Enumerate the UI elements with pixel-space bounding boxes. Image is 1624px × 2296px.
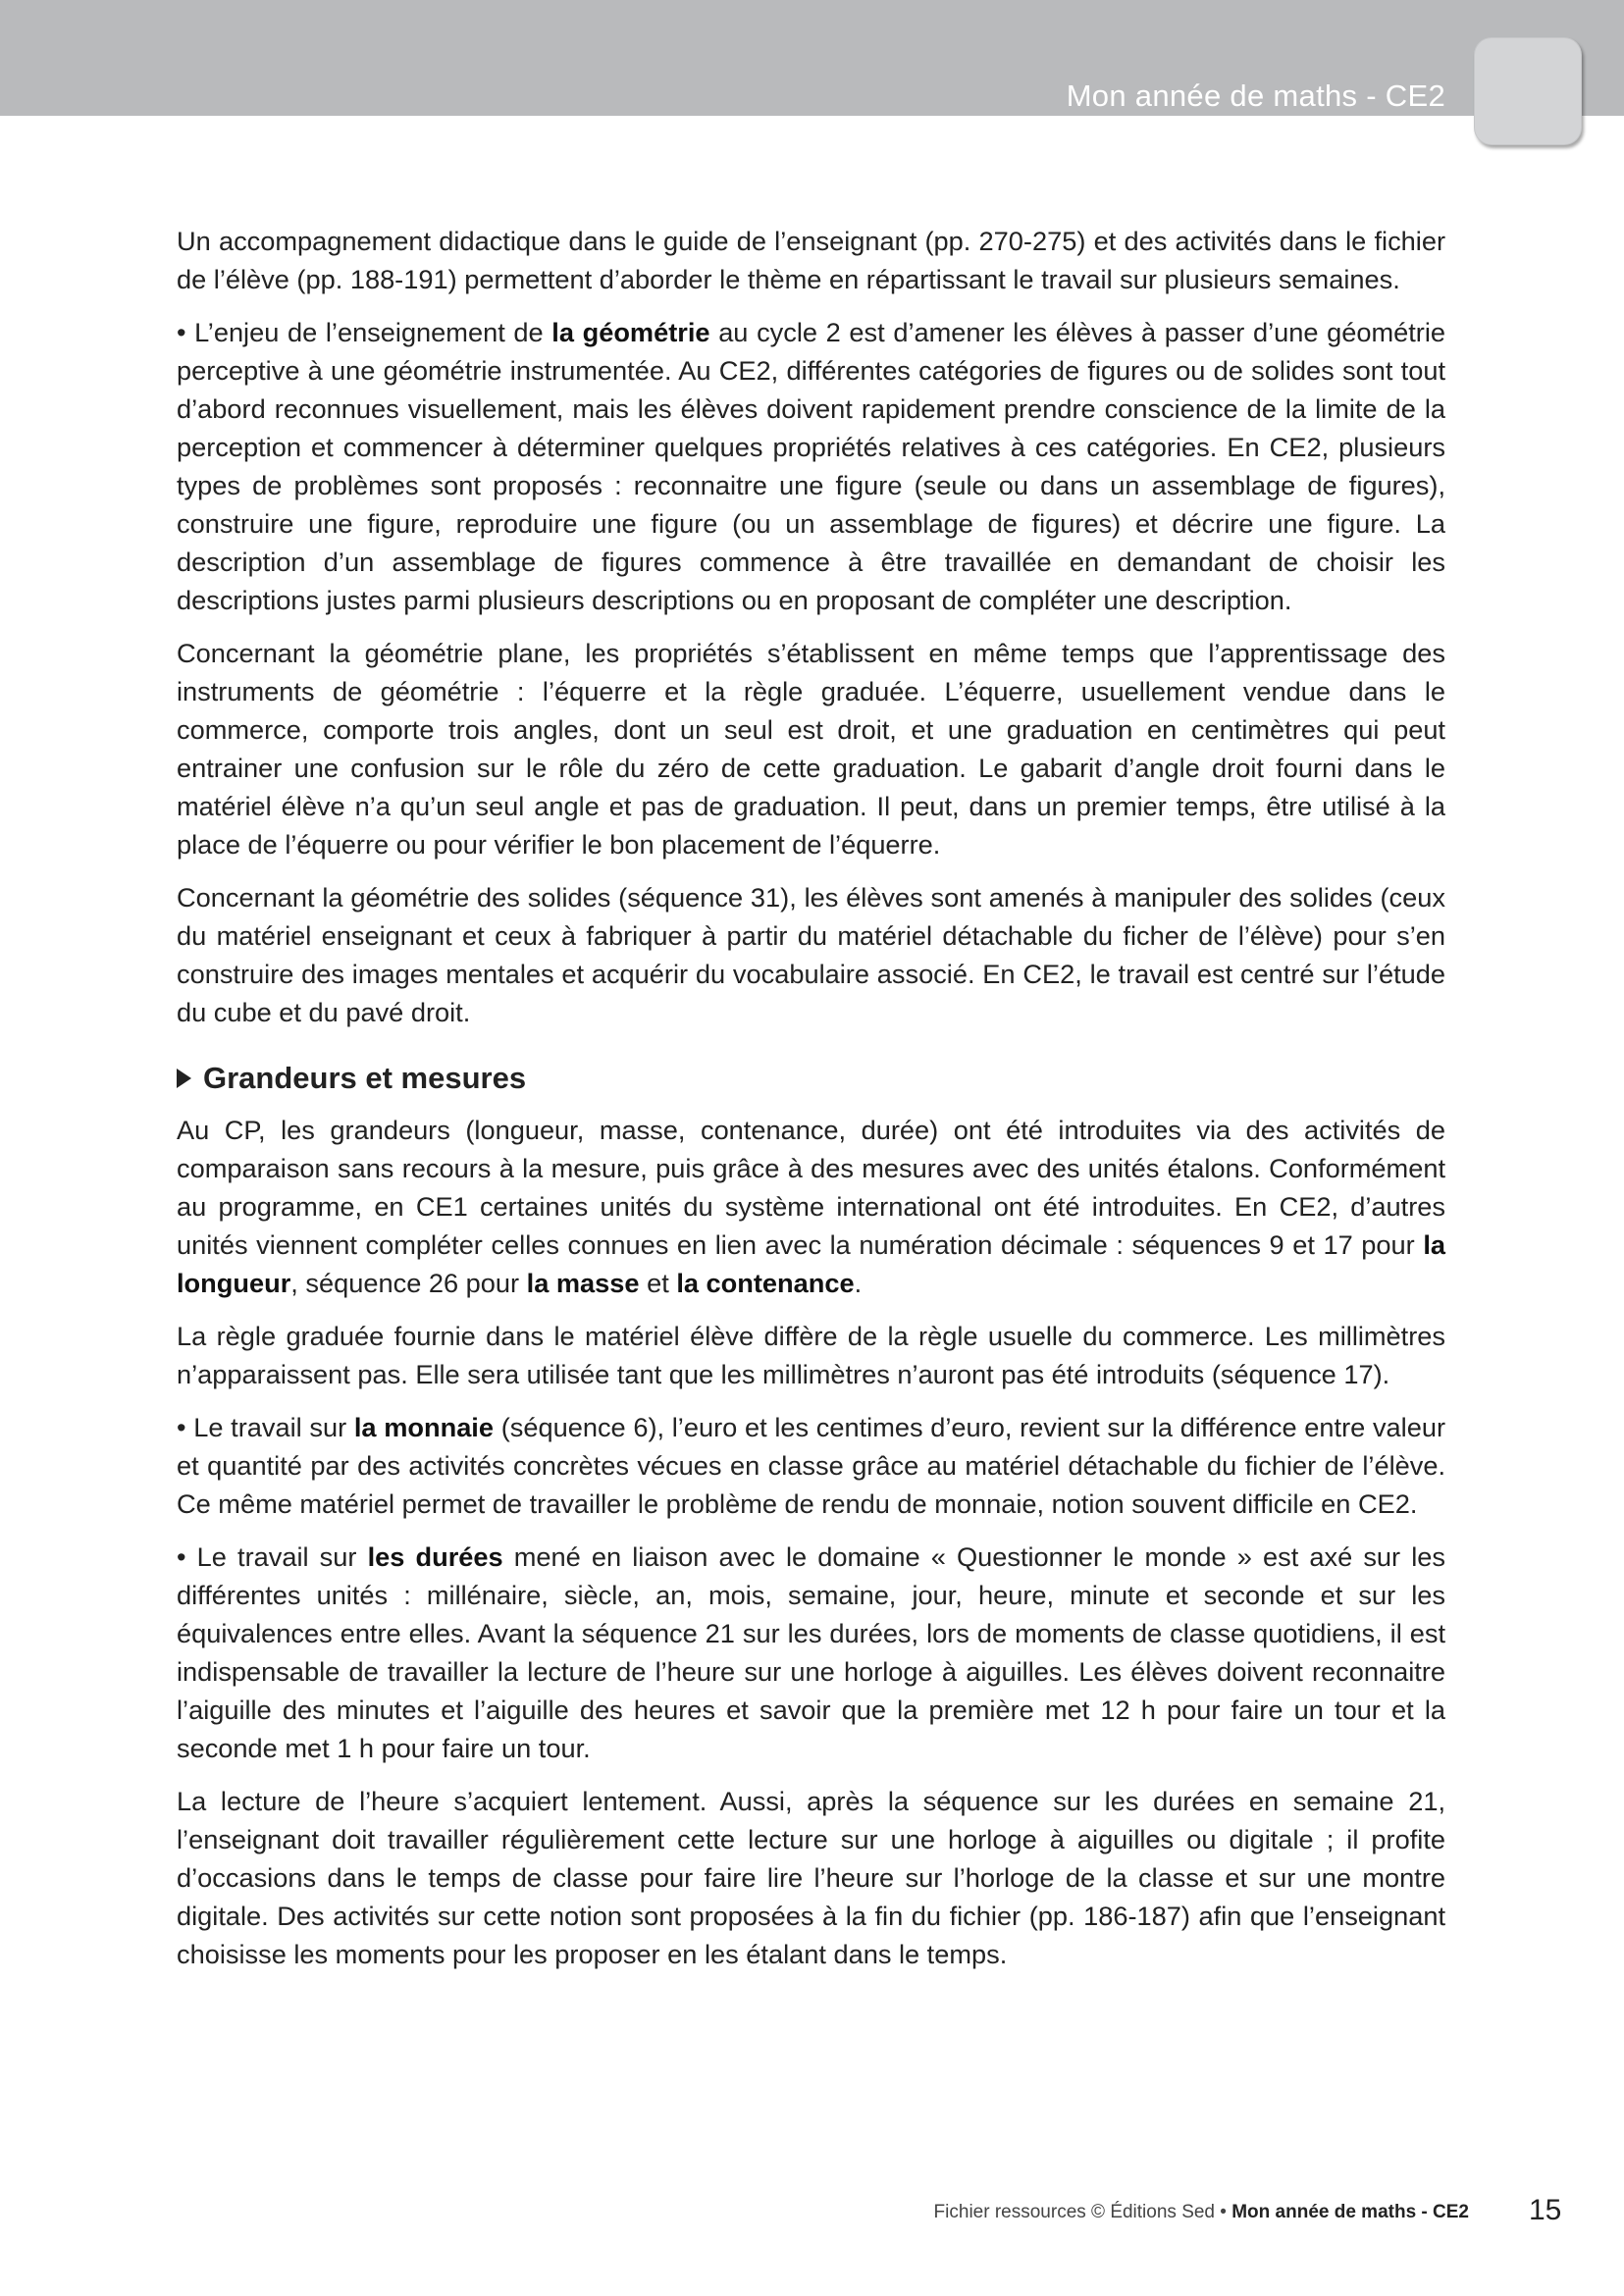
paragraph-money [177, 1408, 1445, 1523]
text-run: • L’enjeu de l’enseignement de [177, 317, 552, 347]
text-run: • Le travail sur [177, 1541, 368, 1572]
bold-term-durations: les durées [367, 1541, 503, 1572]
section-heading [177, 1059, 1445, 1097]
bold-term-capacity: la contenance [676, 1268, 855, 1298]
bold-term-money: la monnaie [353, 1412, 494, 1442]
section-heading-text: Grandeurs et mesures [203, 1061, 527, 1095]
footer-credit [934, 2202, 1469, 2223]
main-content [177, 222, 1445, 1988]
page-number: 15 [1529, 2194, 1562, 2226]
bold-term-geometry: la géométrie [551, 317, 710, 347]
header-band [0, 0, 1624, 116]
paragraph-quantities [177, 1111, 1445, 1302]
paragraph-plane-geometry: Concernant la géométrie plane, les propriétés s’établissent en même temps que l’apprentissage des instruments de géométrie : l’équerre et la règle graduée. L’équerre, usuellement vendue dans le commerce, comporte trois angles, dont un seul est droit, et une graduation en centimètres qui peut entrainer une confusion sur le rôle du zéro de cette graduation. Le gabarit d’angle droit fourni dans le matériel élève n’a qu’un seul angle et pas de graduation. Il peut, dans un premier temps, être utilisé à la place de l’équerre ou pour vérifier le bon placement de l’équerre. [177, 638, 1445, 860]
text-run: (séquence 6), l’euro et les centimes d’euro, revient sur la différence entre valeur et quantité par des activités concrètes vécues en classe grâce au matériel détachable du fichier de l’élève. Ce même matériel permet de travailler le problème de rendu de monnaie, notion souvent difficile en CE2. [177, 1412, 1445, 1519]
text-run: Au CP, les grandeurs (longueur, masse, contenance, durée) ont été introduites via des activités de comparaison sans recours à la mesure, puis grâce à des mesures avec des unités étalons. Conformément au programme, en CE1 certaines unités du système international ont été introduites. En CE2, d’autres unités viennent compléter celles connues en lien avec la numération décimale : séquences 9 et 17 pour [177, 1115, 1445, 1260]
paragraph-durations [177, 1538, 1445, 1767]
paragraph-time-reading: La lecture de l’heure s’acquiert lentement. Aussi, après la séquence sur les durées en semaine 21, l’enseignant doit travailler régulièrement cette lecture sur une horloge à aiguilles ou digitale ; il profite d’occasions dans le temps de classe pour faire lire l’heure sur l’horloge de la classe et sur une montre digitale. Des activités sur cette notion sont proposées à la fin du fichier (pp. 186-187) afin que l’enseignant choisisse les moments pour les proposer en les étalant dans le temps. [177, 1786, 1445, 1969]
page-tab [1474, 37, 1582, 145]
text-run: . [854, 1268, 863, 1298]
text-run: et [639, 1268, 677, 1298]
paragraph-ruler: La règle graduée fournie dans le matériel élève diffère de la règle usuelle du commerce. Les millimètres n’apparaissent pas. Elle sera utilisée tant que les millimètres n’auront pas été introduits (séquence 17). [177, 1321, 1445, 1389]
text-run: • Le travail sur [177, 1412, 354, 1442]
footer-credit-text: Fichier ressources © Éditions Sed • [933, 2202, 1232, 2222]
footer-book-title: Mon année de maths - CE2 [1231, 2202, 1469, 2222]
paragraph-geometry-stakes [177, 313, 1445, 619]
bold-term-mass: la masse [526, 1268, 640, 1298]
text-run: , séquence 26 pour [290, 1268, 527, 1298]
paragraph-intro: Un accompagnement didactique dans le guide de l’enseignant (pp. 270-275) et des activités dans le fichier de l’élève (pp. 188-191) permettent d’aborder le thème en répartissant le travail sur plusieurs semaines. [177, 226, 1445, 294]
bold-term-length: la longueur [177, 1229, 1445, 1298]
text-run: mené en liaison avec le domaine « Questionner le monde » est axé sur les différentes unités : millénaire, siècle, an, mois, semaine, jour, heure, minute et seconde et sur les équivalences entre elles. Avant la séquence 21 sur les durées, lors de moments de classe quotidiens, il est indispensable de travailler la lecture de l’heure sur une horloge à aiguilles. Les élèves doivent reconnaitre l’aiguille des minutes et l’aiguille des heures et savoir que la première met 12 h pour faire un tour et la seconde met 1 h pour faire un tour. [177, 1541, 1445, 1763]
text-run: au cycle 2 est d’amener les élèves à passer d’une géométrie perceptive à une géométrie instrumentée. Au CE2, différentes catégories de figures ou de solides sont tout d’abord reconnues visuellement, mais les élèves doivent rapidement prendre conscience de la limite de la perception et commencer à déterminer quelques propriétés relatives à ces catégories. En CE2, plusieurs types de problèmes sont proposés : reconnaitre une figure (seule ou dans un assemblage de figures), construire une figure, reproduire une figure (ou un assemblage de figures) et décrire une figure. La description d’un assemblage de figures commence à être travaillée en demandant de choisir les descriptions justes parmi plusieurs descriptions ou en proposant de compléter une description. [177, 317, 1446, 615]
triangle-bullet-icon [177, 1069, 191, 1088]
header-title: Mon année de maths - CE2 [1066, 78, 1445, 113]
paragraph-solids: Concernant la géométrie des solides (séquence 31), les élèves sont amenés à manipuler des solides (ceux du matériel enseignant et ceux à fabriquer à partir du matériel détachable du ficher de l’élève) pour s’en construire des images mentales et acquérir du vocabulaire associé. En CE2, le travail est centré sur l’étude du cube et du pavé droit. [177, 882, 1445, 1027]
